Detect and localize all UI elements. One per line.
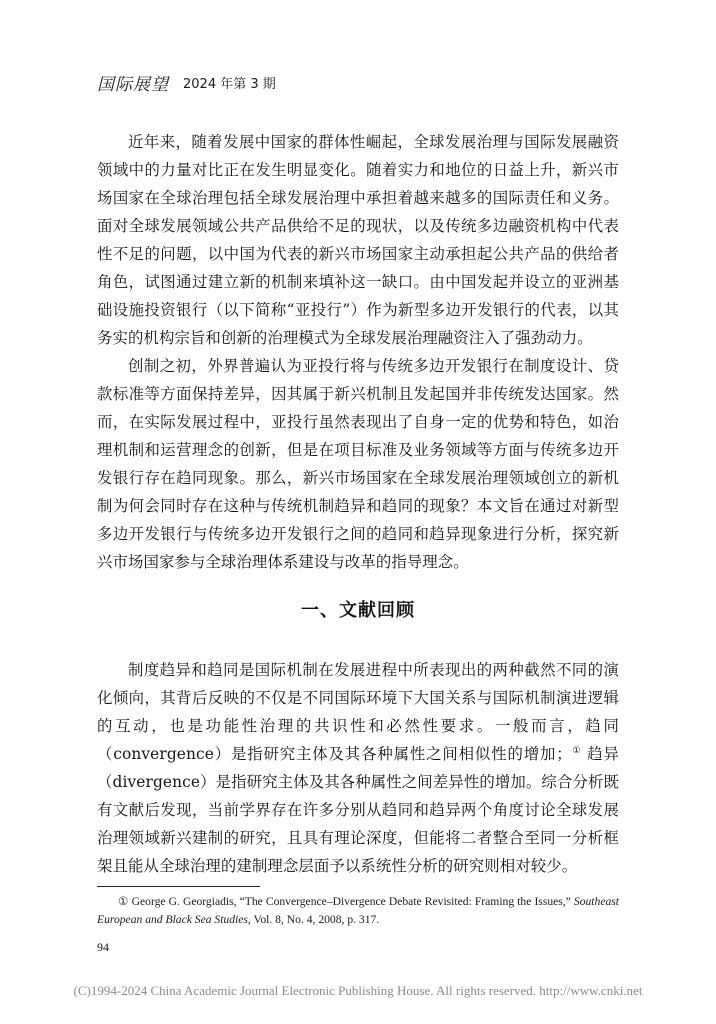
footnote-marker: ① (118, 895, 129, 908)
body-paragraph-2: 创制之初，外界普遍认为亚投行将与传统多边开发银行在制度设计、贷款标准等方面保持差异，因其属于新兴机制且发起国并非传统发达国家。然而，在实际发展过程中，亚投行虽然表现出了自身一定的优势和特色，如治理机制和运营理念的创新，但是在项目标准及业务领域等方面与传统多边开发银行存在趋同现象。那么，新兴市场国家在全球发展治理领域创立的新机制为何会同时存在这种与传统机制趋异和趋同的现象？本文旨在通过对新型多边开发银行与传统多边开发银行之间的趋同和趋异现象进行分析，探究新兴市场国家参与全球治理体系建设与改革的指导理念。 (97, 357, 619, 571)
paragraph-3-part-1: 制度趋异和趋同是国际机制在发展进程中所表现出的两种截然不同的演化倾向，其背后反映的不仅是不同国际环境下大国关系与国际机制演进逻辑的互动，也是功能性治理的共识性和必然性要求。一般而言，趋同（convergence）是指研究主体及其各种属性之间相似性的增加； (97, 661, 619, 763)
page-number: 94 (97, 940, 109, 954)
footnote-divider (97, 886, 260, 887)
journal-logo: 国际展望 (97, 75, 169, 95)
copyright-footer: (C)1994-2024 China Academic Journal Electronic Publishing House. All rights reserved. http://www.cnki.net (73, 983, 643, 998)
article-body (97, 128, 619, 880)
footnote-text-1: George G. Georgiadis, “The Convergence–Divergence Debate Revisited: Framing the Issues,” (128, 895, 574, 908)
footnote-text-2: , Vol. 8, No. 4, 2008, p. 317. (247, 913, 380, 926)
footnote (97, 893, 619, 929)
section-heading: 一、文献回顾 (301, 600, 415, 621)
footnote-reference[interactable]: ① (571, 745, 582, 756)
issue-label: 2024 年第 3 期 (183, 77, 276, 92)
running-header (97, 70, 276, 95)
paragraph-3-part-2: 趋异（divergence）是指研究主体及其各种属性之间差异性的增加。综合分析既有文献后发现，当前学界存在许多分别从趋同和趋异两个角度讨论全球发展治理领域新兴建制的研究，且具有理论深度，但能将二者整合至同一分析框架且能从全球治理的建制理念层面予以系统性分析的研究则相对较少。 (97, 745, 619, 875)
footnote-journal: Southeast European and Black Sea Studies (97, 895, 619, 926)
body-paragraph-1: 近年来，随着发展中国家的群体性崛起，全球发展治理与国际发展融资领域中的力量对比正在发生明显变化。随着实力和地位的日益上升，新兴市场国家在全球治理包括全球发展治理中承担着越来越多的国际责任和义务。面对全球发展领域公共产品供给不足的现状，以及传统多边融资机构中代表性不足的问题，以中国为代表的新兴市场国家主动承担起公共产品的供给者角色，试图通过建立新的机制来填补这一缺口。由中国发起并设立的亚洲基础设施投资银行（以下简称“亚投行”）作为新型多边开发银行的代表，以其务实的机构宗旨和创新的治理模式为全球发展治理融资注入了强劲动力。 (97, 133, 619, 347)
body-paragraph-3 (97, 656, 619, 880)
